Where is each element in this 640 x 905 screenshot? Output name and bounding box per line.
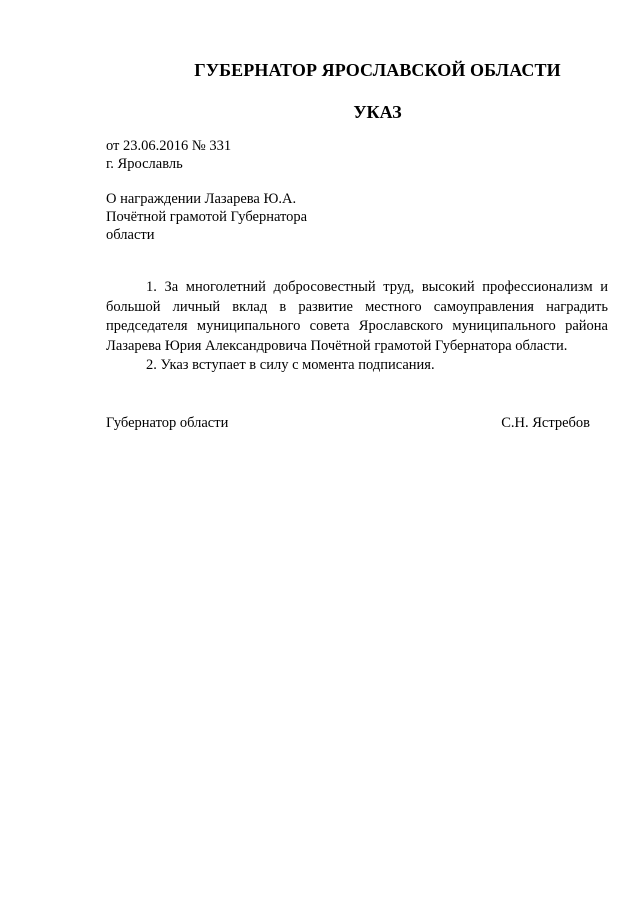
body-paragraph-2: 2. Указ вступает в силу с момента подписания. — [146, 357, 435, 373]
city-line: г. Ярославль — [106, 156, 183, 172]
subject-line: О награждении Лазарева Ю.А. — [106, 191, 297, 207]
document-meta — [106, 137, 231, 173]
document-subject — [106, 190, 406, 244]
subject-line: Почётной грамотой Губернатора — [106, 209, 308, 225]
signature-block — [106, 414, 590, 432]
document-type-heading: УКАЗ — [353, 102, 402, 122]
subject-line: области — [106, 227, 155, 243]
date-number-line: от 23.06.2016 № 331 — [106, 138, 232, 154]
signatory-position: Губернатор области — [106, 415, 229, 431]
signatory-name: С.Н. Ястребов — [501, 415, 590, 431]
body-paragraph-1: 1. За многолетний добросовестный труд, высокий профессионализм и большой личный вклад в развитие местного самоуправления наградить председателя муниципального совета Ярославского муниципального района Лазарева Юрия Александровича Почётной грамотой Губернатора области. — [106, 279, 608, 354]
document-body — [106, 278, 608, 376]
issuing-authority-heading: ГУБЕРНАТОР ЯРОСЛАВСКОЙ ОБЛАСТИ — [194, 60, 561, 80]
